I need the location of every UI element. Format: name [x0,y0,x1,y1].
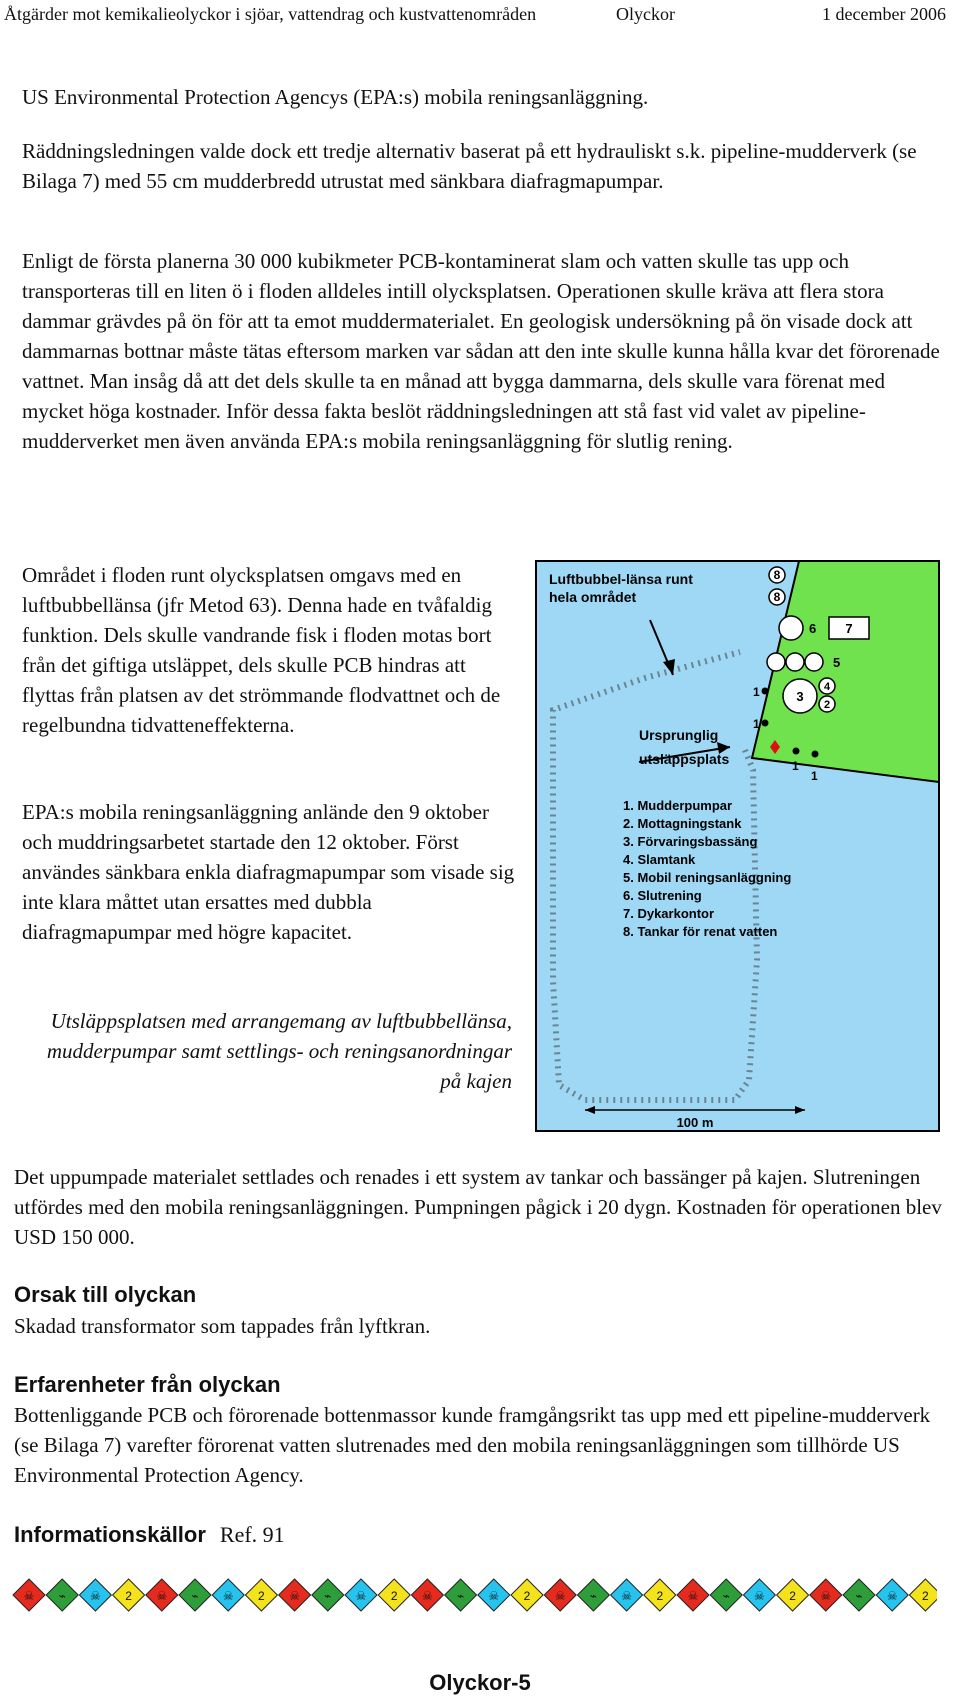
hazard-symbol: ☠ [687,1589,699,1603]
hazard-symbol: ⌁ [191,1589,199,1603]
header-title: Åtgärder mot kemikalieolyckor i sjöar, vattendrag och kustvattenområden [4,4,537,24]
hazard-symbol: ⌁ [855,1589,863,1603]
diagram-label-origin-1: Ursprunglig [639,727,719,743]
hazard-symbol: ☠ [886,1589,898,1603]
legend-item-7: 7. Dykarkontor [623,906,715,921]
hazard-symbol: 2 [922,1589,929,1603]
mobile-plant-unit-a [767,653,785,671]
legend-item-1: 1. Mudderpumpar [623,798,733,813]
hazard-symbol: ☠ [355,1589,367,1603]
sources-ref: Ref. 91 [219,1522,285,1547]
slutrening-tank [779,616,803,640]
pump-dot-d [812,751,819,758]
diagram-label-boom-1: Luftbubbel-länsa runt [549,571,693,587]
legend-item-3: 3. Förvaringsbassäng [623,834,758,849]
hazard-symbol: 2 [258,1589,265,1603]
cause-heading: Orsak till olyckan [14,1282,197,1307]
marker-4-label: 4 [823,681,831,693]
legend-item-6: 6. Slutrening [623,888,702,903]
hazard-symbol: ☠ [820,1589,832,1603]
hazard-symbol: ⌁ [722,1589,730,1603]
hazard-symbol: ☠ [554,1589,566,1603]
header-section: Olyckor [616,4,675,24]
marker-1c-label: 1 [792,759,799,773]
marker-5-label: 5 [833,655,841,670]
hazard-symbol: ⌁ [456,1589,465,1603]
legend-item-2: 2. Mottagningstank [623,816,742,831]
hazard-symbol: ☠ [222,1589,234,1603]
scale-label: 100 m [676,1115,714,1130]
hazard-symbol: ⌁ [589,1589,598,1603]
header-date: 1 december 2006 [822,4,946,24]
sources-heading-text: Informationskällor [14,1522,206,1547]
hazard-symbol: 2 [125,1589,132,1603]
hazard-symbol: ☠ [156,1589,168,1603]
paragraph-2: Räddningsledningen valde dock ett tredje alternativ baserat på ett hydrauliskt s.k. pipeline-mudderverk (se Bilaga 7) med 55 cm mudderbredd utrustat med sänkbara diafragmapumpar. [22,139,917,193]
legend-item-4: 4. Slamtank [623,852,696,867]
marker-7-label: 7 [845,621,853,636]
pump-dot-a [762,688,769,695]
legend-item-5: 5. Mobil reningsanläggning [623,870,792,885]
paragraph-1: US Environmental Protection Agencys (EPA:s) mobila reningsanläggning. [22,85,649,109]
marker-6-label: 6 [809,621,817,636]
diagram-label-origin-2: utsläppsplats [639,751,730,767]
hazard-symbol: ☠ [23,1589,35,1603]
marker-1d-label: 1 [811,769,818,783]
marker-1b-label: 1 [753,717,760,731]
hazard-strip [12,1577,937,1613]
marker-1a-label: 1 [753,685,760,699]
hazard-symbol: 2 [390,1589,398,1603]
mobile-plant-unit-c [805,653,823,671]
site-diagram [535,560,940,1132]
hazard-symbol: 2 [789,1589,796,1603]
hazard-symbol: ☠ [422,1589,433,1603]
legend-item-8: 8. Tankar för renat vatten [623,924,778,939]
lessons-text: Bottenliggande PCB och förorenade bottenmassor kunde framgångsrikt tas upp med ett pipeline-mudderverk (se Bilaga 7) varefter förorenat vatten slutrenades med den mobila reningsanläggningen som tillhörde US Environmental Protection Agency. [14,1403,931,1487]
paragraph-3: Enligt de första planerna 30 000 kubikmeter PCB-kontaminerat slam och vatten skulle tas upp och transporteras till en liten ö i floden alldeles intill olycksplatsen. Operationen skulle kräva att flera stora dammar grävdes på ön för att ta emot muddermaterialet. En geologisk undersökning på ön visade dock att dammarnas bottnar måste tätas eftersom marken var sådan att den inte skulle kunna hålla kvar det förorenade vattnet. Man insåg då att det dels skulle ta en månad att bygga dammarna, dels skulle vara förenat med mycket höga kostnader. Inför dessa fakta beslöt räddningsledningen att stå fast vid valet av pipeline-mudderverket men även använda EPA:s mobila reningsanläggning för slutlig rening. [22,249,940,453]
page-header [0,4,960,30]
figure-caption: Utsläppsplatsen med arrangemang av luftbubbellänsa, mudderpumpar samt settlings- och reningsanordningar på kajen [46,1009,512,1093]
hazard-symbol: 2 [523,1589,531,1603]
hazard-symbol: ☠ [754,1589,765,1603]
marker-8b-label: 8 [773,590,781,604]
pump-dot-c [793,748,800,755]
hazard-symbol: ☠ [90,1589,101,1603]
paragraph-4: Det uppumpade materialet settlades och renades i ett system av tankar och bassänger på kajen. Slutreningen utfördes med den mobila reningsanläggningen. Pumpningen pågick i 20 dygn. Kostnaden för operationen blev USD 150 000. [14,1165,942,1249]
left-paragraph-1: Området i floden runt olycksplatsen omgavs med en luftbubbellänsa (jfr Metod 63). Denna hade en tvåfaldig funktion. Dels skulle vandrande fisk i floden motas bort från det giftiga utsläppet, dels skulle PCB hindras att flyttas från platsen av det strömmande flodvattnet och de regelbundna tidvatteneffekterna. [22,563,501,737]
marker-8a-label: 8 [773,568,781,582]
hazard-symbol: 2 [656,1589,664,1603]
marker-3-label: 3 [796,689,804,704]
left-paragraph-2: EPA:s mobila reningsanläggning anlände den 9 oktober och muddringsarbetet startade den 12 oktober. Först användes sänkbara enkla diafragmapumpar som visade sig inte klara måttet utan ersattes med dubbla diafragmapumpar med högre kapacitet. [22,800,515,944]
hazard-symbol: ☠ [289,1589,300,1603]
hazard-symbol: ☠ [488,1589,500,1603]
hazard-symbol: ⌁ [58,1589,66,1603]
lessons-heading: Erfarenheter från olyckan [14,1372,281,1397]
marker-2-label: 2 [823,699,831,711]
pump-dot-b [762,720,769,727]
mobile-plant-unit-b [786,653,804,671]
hazard-symbol: ⌁ [324,1589,332,1603]
cause-text: Skadad transformator som tappades från lyftkran. [14,1314,431,1338]
diagram-label-boom-2: hela området [549,589,637,605]
sources-heading [14,1522,285,1548]
hazard-symbol: ☠ [621,1589,632,1603]
page-footer: Olyckor-5 [429,1670,531,1695]
